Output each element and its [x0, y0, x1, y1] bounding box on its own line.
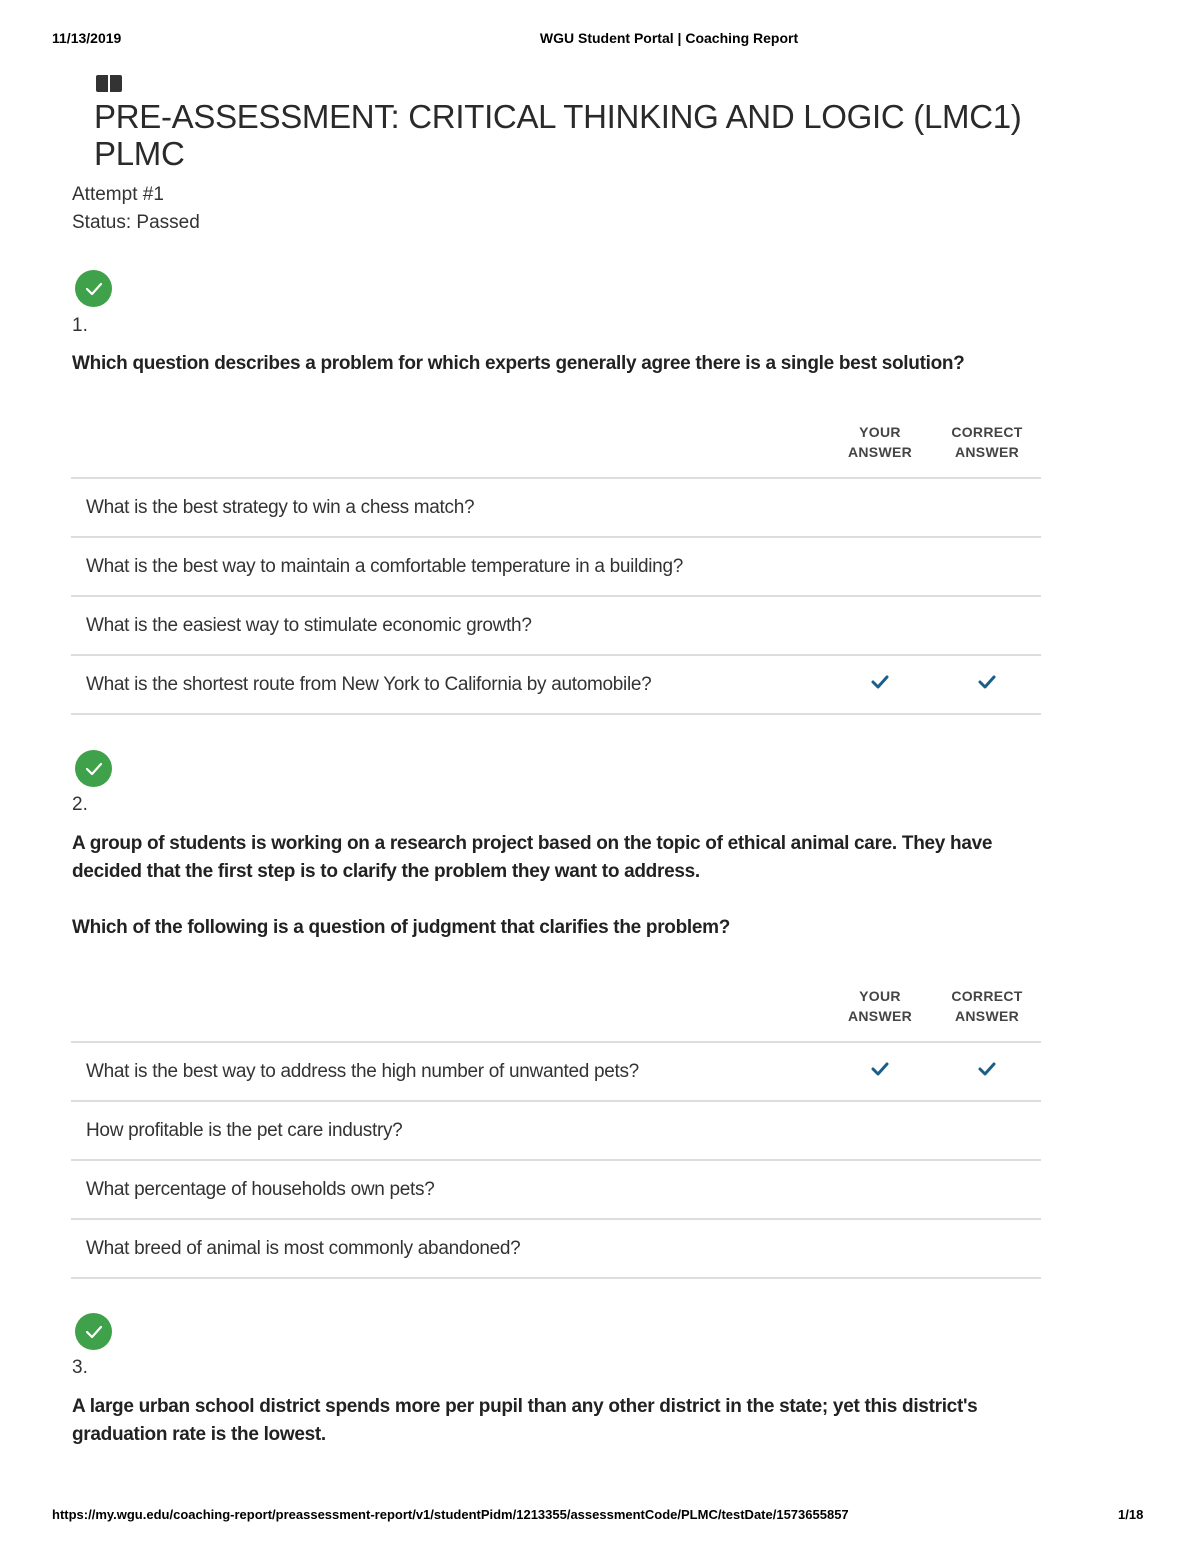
your-answer-checkmark-icon	[870, 672, 890, 692]
check-circle-icon	[75, 270, 112, 307]
answer-option-text: What is the easiest way to stimulate economic growth?	[86, 614, 532, 636]
question-number: 1.	[72, 315, 88, 336]
your-answer-checkmark-icon	[870, 1059, 890, 1079]
check-circle-icon	[75, 1313, 112, 1350]
answer-option-selected	[71, 1041, 1041, 1100]
question-prompt: Which of the following is a question of judgment that clarifies the problem?	[72, 917, 731, 938]
answer-table	[71, 477, 1041, 715]
print-date: 11/13/2019	[52, 30, 122, 46]
answer-option-text: How profitable is the pet care industry?	[86, 1119, 403, 1141]
your-answer-header: YOUR ANSWER	[847, 424, 913, 460]
answer-option	[71, 536, 1041, 595]
answer-option-text: What is the best strategy to win a chess match?	[86, 496, 475, 518]
answer-option	[71, 1100, 1041, 1159]
your-answer-header: YOUR ANSWER	[847, 988, 913, 1024]
question-text: A group of students is working on a research project based on the topic of ethical animal care. They have decided that the first step is to clarify the problem they want to address.	[72, 833, 993, 882]
print-url: https://my.wgu.edu/coaching-report/preassessment-report/v1/studentPidm/1213355/assessmentCode/PLMC/testDate/1573655857	[52, 1507, 849, 1522]
status-label: Status: Passed	[72, 212, 200, 233]
correct-answer-checkmark-icon	[977, 1059, 997, 1079]
answer-option-text: What is the best way to address the high number of unwanted pets?	[86, 1060, 639, 1082]
answer-table	[71, 1041, 1041, 1279]
check-circle-icon	[75, 750, 112, 787]
print-page-number: 1/18	[1118, 1507, 1144, 1522]
answer-option-text: What breed of animal is most commonly abandoned?	[86, 1237, 521, 1259]
question-text: Which question describes a problem for which experts generally agree there is a single best solution?	[72, 353, 965, 374]
correct-answer-checkmark-icon	[977, 672, 997, 692]
answer-option-text: What is the shortest route from New York to California by automobile?	[86, 673, 652, 695]
question-number: 2.	[72, 794, 88, 815]
correct-answer-header: CORRECT ANSWER	[951, 988, 1023, 1024]
answer-option	[71, 1218, 1041, 1279]
attempt-label: Attempt #1	[72, 184, 164, 205]
answer-option	[71, 477, 1041, 536]
question-number: 3.	[72, 1357, 88, 1378]
report-title: PRE-ASSESSMENT: CRITICAL THINKING AND LOGIC (LMC1) PLMC	[94, 98, 1022, 172]
answer-option	[71, 595, 1041, 654]
book-icon	[96, 75, 122, 92]
correct-answer-header: CORRECT ANSWER	[951, 424, 1023, 460]
answer-option-selected	[71, 654, 1041, 715]
answer-option-text: What is the best way to maintain a comfortable temperature in a building?	[86, 555, 683, 577]
print-page-title: WGU Student Portal | Coaching Report	[539, 30, 799, 46]
question-text: A large urban school district spends more per pupil than any other district in the state; yet this district's graduation rate is the lowest.	[72, 1396, 978, 1445]
answer-option	[71, 1159, 1041, 1218]
answer-option-text: What percentage of households own pets?	[86, 1178, 435, 1200]
